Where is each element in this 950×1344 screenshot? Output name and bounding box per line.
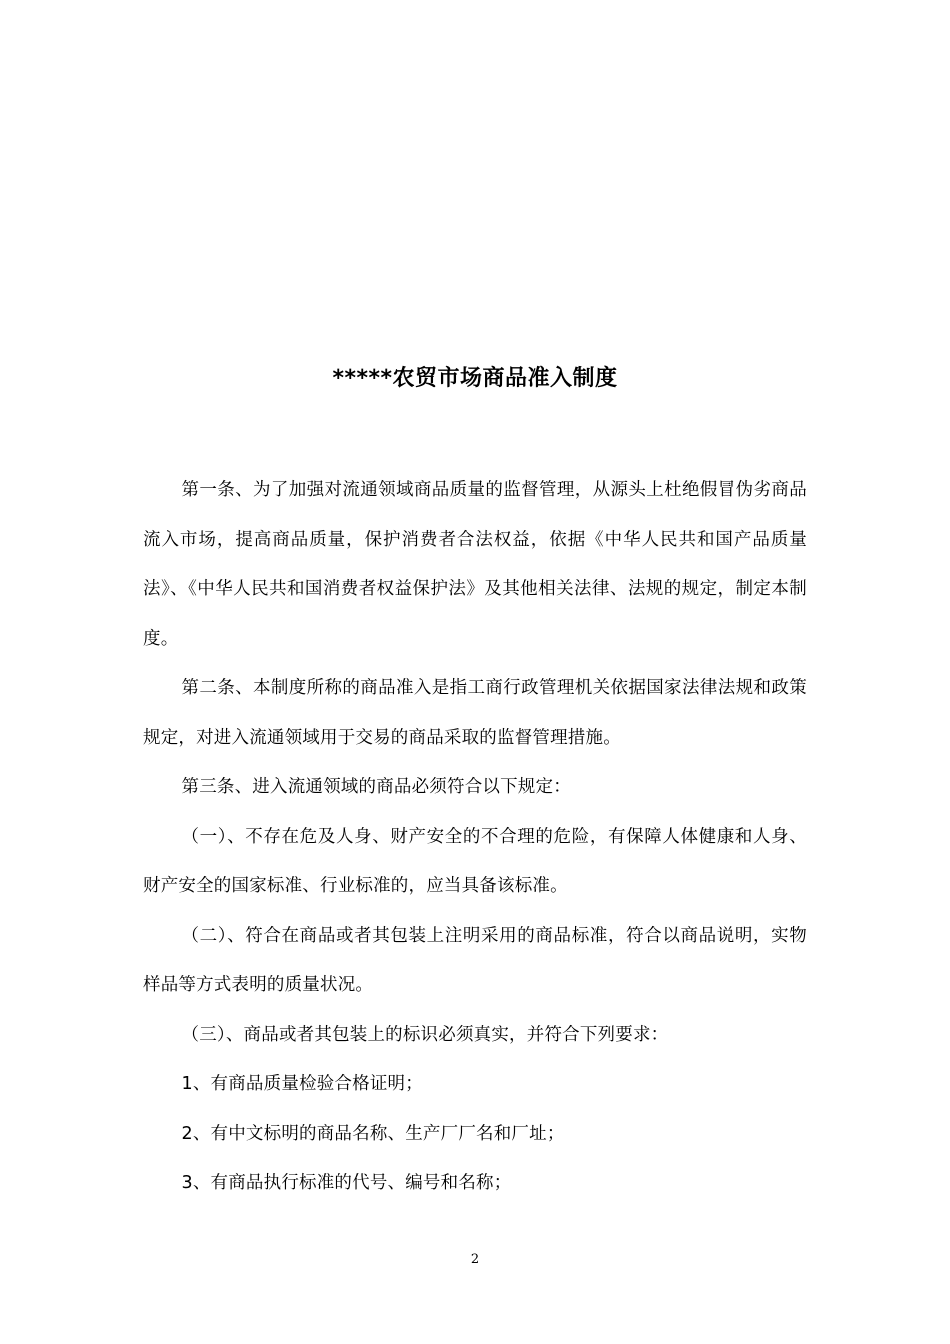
paragraph-item-3: （三）、商品或者其包装上的标识必须真实，并符合下列要求： <box>181 1024 669 1045</box>
paragraph-subitem-2: 2、有中文标明的商品名称、生产厂厂名和厂址； <box>181 1123 565 1144</box>
paragraph-article-3: 第三条、进入流通领域的商品必须符合以下规定： <box>181 777 571 797</box>
document-body <box>143 466 807 1209</box>
paragraph-article-1: 第一条、为了加强对流通领域商品质量的监督管理，从源头上杜绝假冒伪劣商品流入市场，提高商品质量，保护消费者合法权益，依据《中华人民共和国产品质量法》、《中华人民共和国消费者权益保护法》及其他相关法律、法规的规定，制定本制度。 <box>143 480 807 649</box>
document-title: *****农贸市场商品准入制度 <box>332 366 618 391</box>
paragraph-item-2: （二）、符合在商品或者其包装上注明采用的商品标准，符合以商品说明，实物样品等方式表明的质量状况。 <box>143 925 807 995</box>
paragraph-article-2: 第二条、本制度所称的商品准入是指工商行政管理机关依据国家法律法规和政策规定，对进入流通领域用于交易的商品采取的监督管理措施。 <box>143 678 807 748</box>
paragraph-subitem-1: 1、有商品质量检验合格证明； <box>181 1074 423 1094</box>
page-number: 2 <box>470 1252 480 1267</box>
paragraph-subitem-3: 3、有商品执行标准的代号、编号和名称； <box>181 1173 512 1193</box>
paragraph-item-1: （一）、不存在危及人身、财产安全的不合理的危险，有保障人体健康和人身、财产安全的国家标准、行业标准的，应当具备该标准。 <box>143 826 807 896</box>
